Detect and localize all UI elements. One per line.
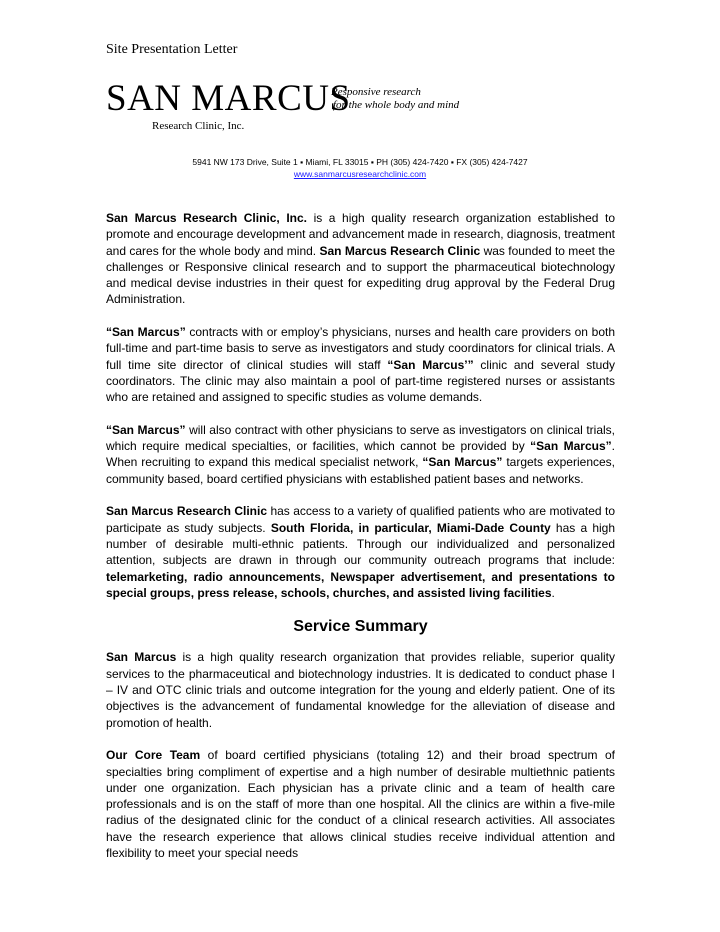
contact-block: [0, 156, 720, 180]
tagline-line-2: for the whole body and mind: [333, 99, 460, 111]
paragraph-core-team: [106, 747, 615, 861]
letter-body: [106, 210, 615, 878]
bold-text: telemarketing, radio announcements, Newspaper advertisement, and presentations to special groups, press release, schools, churches, and assisted living facilities: [106, 569, 615, 600]
body-text: is a high quality research organization that provides reliable, superior quality services to the pharmaceutical and biotechnology industries. It is dedicated to conduct phase I – IV and OTC clinic trials and outcome integration for the young and elderly patient. One of its objectives is the advancement of fundamental knowledge for the alleviation of disease and promotion of health.: [106, 650, 615, 730]
bold-text: San Marcus Research Clinic, Inc.: [106, 211, 307, 225]
logo-wordmark: SAN MARCUS: [106, 78, 351, 119]
paragraph-patients: [106, 503, 615, 601]
body-text: has access to a variety of qualified patients who are motivated to participate as study subjects.: [106, 504, 615, 535]
tagline-line-1: Responsive research: [331, 86, 421, 98]
bold-text: South Florida, in particular, Miami-Dade County: [270, 520, 551, 535]
body-text: .: [551, 585, 555, 600]
body-text: is a high quality research organization established to promote and encourage development and advancement made in research, diagnosis, treatment and cares for the whole body and mind.: [106, 211, 616, 258]
website-link[interactable]: www.sanmarcusresearchclinic.com: [293, 169, 427, 179]
contact-address: 5941 NW 173 Drive, Suite 1 ▪ Miami, FL 33015 ▪ PH (305) 424-7420 ▪ FX (305) 424-7427: [192, 157, 528, 167]
body-text: contracts with or employ’s physicians, nurses and health care providers on both full-time and part-time basis to serve as investigators and study coordinators for clinical trials. A full time site director of clinical studies will staff: [106, 325, 616, 372]
bold-text: “San Marcus’”: [387, 357, 474, 372]
paragraph-contracts: [106, 422, 615, 487]
body-text: . When recruiting to expand this medical specialist network,: [106, 439, 615, 470]
body-text: targets experiences, community based, board certified physicians with established patient bases and networks.: [106, 455, 615, 486]
bold-text: “San Marcus”: [422, 455, 503, 470]
body-text: clinic and several study coordinators. The clinic may also maintain a pool of part-time registered nurses or assistants who are retained and assigned to specific studies as volume demands.: [106, 357, 615, 405]
bold-text: San Marcus Research Clinic: [319, 243, 481, 258]
logo-subtitle: Research Clinic, Inc.: [152, 120, 245, 132]
body-text: was founded to meet the challenges or Responsive clinical research and to support the pharmaceutical biotechnology and medical devise industries in their quest for expediting drug approval by the Federal Drug Administration.: [106, 243, 615, 307]
document-header-label: Site Presentation Letter: [106, 42, 238, 57]
bold-text: “San Marcus”: [106, 422, 186, 437]
bold-text: San Marcus: [106, 650, 177, 665]
paragraph-staffing: [106, 324, 615, 405]
paragraph-intro: [106, 210, 615, 308]
bold-text: “San Marcus”: [106, 325, 186, 340]
body-text: of board certified physicians (totaling 12) and their broad spectrum of specialties bring compliment of expertise and a high number of desirable multiethnic patients under one organization. Each physician has a private clinic and a team of health care professionals and is on the staff of more than one hospital. All the clinics are within a five-mile radius of the designated clinic for the conduct of a clinical research activities. All associates have the research experience that allows clinical studies receive individual attention and flexibility to meet your special needs: [106, 748, 615, 860]
paragraph-service-summary: [106, 649, 615, 730]
section-title: Service Summary: [293, 618, 428, 636]
bold-text: San Marcus Research Clinic: [106, 504, 268, 519]
body-text: has a high number of desirable multi-ethnic patients. Through our individualized and personalized attention, subjects are drawn in through our community outreach programs that include:: [106, 520, 616, 568]
bold-text: Our Core Team: [106, 748, 201, 763]
logo-tagline: [331, 86, 459, 112]
bold-text: “San Marcus”: [530, 439, 612, 454]
body-text: will also contract with other physicians to serve as investigators on clinical trials, which require medical specialties, or facilities, which cannot be provided by: [106, 422, 616, 454]
